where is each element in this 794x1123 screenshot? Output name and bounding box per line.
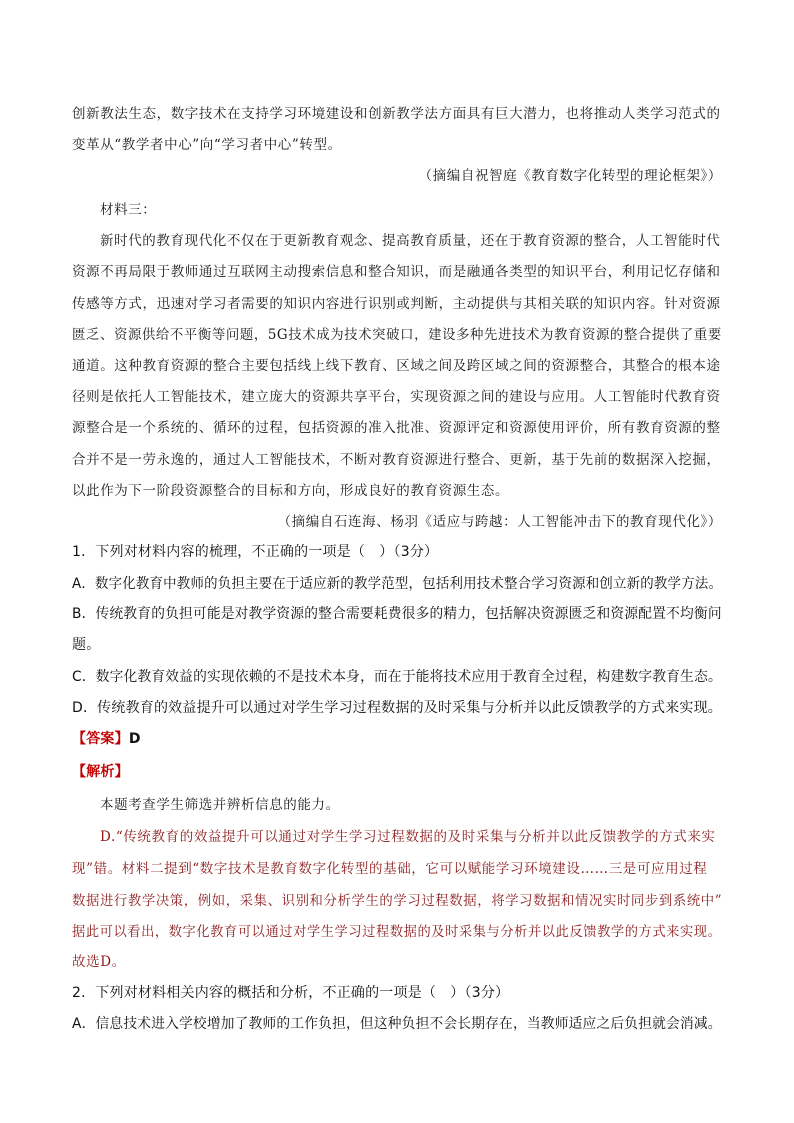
material3-line: 通道。这种教育资源的整合主要包括线上线下教育、区域之间及跨区域之间的资源整合，其整合的根本途 [72,358,721,374]
question-2-stem: 2．下列对材料相关内容的概括和分析，不正确的一项是（ ）（3分） [72,985,510,1001]
analysis-line: 故选D。 [72,954,126,970]
analysis-line: 据此可以看出，数字化教育可以通过对学生学习过程数据的及时采集与分析并以此反馈教学的方式来实现。 [72,924,722,940]
question-1-option-d: D．传统教育的效益提升可以通过对学生学习过程数据的及时采集与分析并以此反馈教学的方式来实现。 [72,700,722,716]
analysis-label-line [72,761,129,781]
analysis-line: 现”错。材料二提到“数字技术是教育数字化转型的基础，它可以赋能学习环境建设……三是可应用过程 [72,861,708,877]
material3-line: 新时代的教育现代化不仅在于更新教育观念、提高教育质量，还在于教育资源的整合，人工智能时代 [100,233,721,249]
material2-line-1: 创新教法生态，数字技术在支持学习环境建设和创新教学法方面具有巨大潜力，也将推动人类学习范式的 [72,106,721,122]
question-1-option-b-cont: 题。 [72,637,101,653]
question-1-stem: 1．下列对材料内容的梳理，不正确的一项是（ ）（3分） [72,544,439,560]
material2-source: （摘编自祝智庭《教育数字化转型的理论框架》） [418,168,722,184]
question-1-option-b: B．传统教育的负担可能是对教学资源的整合需要耗费很多的精力，包括解决资源匮乏和资源配置不均衡问 [72,606,722,622]
material3-line: 源整合是一个系统的、循环的过程，包括资源的准入批准、资源评定和资源使用评价，所有教育资源的整 [72,420,721,436]
material2-line-2: 变革从“教学者中心”向“学习者中心”转型。 [72,137,342,153]
material3-heading: 材料三： [100,202,157,218]
material3-line: 合并不是一劳永逸的，通过人工智能技术，不断对教育资源进行整合、更新，基于先前的数据深入挖掘， [72,452,721,468]
analysis-intro: 本题考查学生筛选并辨析信息的能力。 [100,797,340,813]
material3-line: 传感等方式，迅速对学习者需要的知识内容进行识别或判断，主动提供与其相关联的知识内容。针对资源 [72,296,721,312]
question-1-option-a: A．数字化教育中教师的负担主要在于适应新的教学范型，包括利用技术整合学习资源和创立新的教学方法。 [72,576,723,592]
material3-line: 匮乏、资源供给不平衡等问题，5G技术成为技术突破口，建设多种先进技术为教育资源的整合提供了重要 [72,327,722,343]
answer-line [72,728,141,748]
material3-source: （摘编自石连海、杨羽《适应与跨越：人工智能冲击下的教育现代化》） [277,514,722,530]
answer-value: D [128,731,141,747]
material3-line: 资源不再局限于教师通过互联网主动搜索信息和整合知识，而是融通各类型的知识平台，利用记忆存储和 [72,264,721,280]
material3-line: 以此作为下一阶段资源整合的目标和方向，形成良好的教育资源生态。 [72,483,510,499]
answer-label: 【答案】 [72,731,129,747]
analysis-line: 数据进行教学决策，例如，采集、识别和分析学生的学习过程数据，将学习数据和情况实时同步到系统中” [72,893,723,909]
question-2-option-a: A．信息技术进入学校增加了教师的工作负担，但这种负担不会长期存在，当教师适应之后负担就会消减。 [72,1016,722,1032]
material3-line: 径则是依托人工智能技术，建立庞大的资源共享平台，实现资源之间的建设与应用。人工智能时代教育资 [72,389,721,405]
analysis-line: D.“传统教育的效益提升可以通过对学生学习过程数据的及时采集与分析并以此反馈教学的方式来实 [100,829,716,845]
question-1-option-c: C．数字化教育效益的实现依赖的不是技术本身，而在于能将技术应用于教育全过程，构建数字教育生态。 [72,669,722,685]
analysis-label: 【解析】 [72,764,129,780]
